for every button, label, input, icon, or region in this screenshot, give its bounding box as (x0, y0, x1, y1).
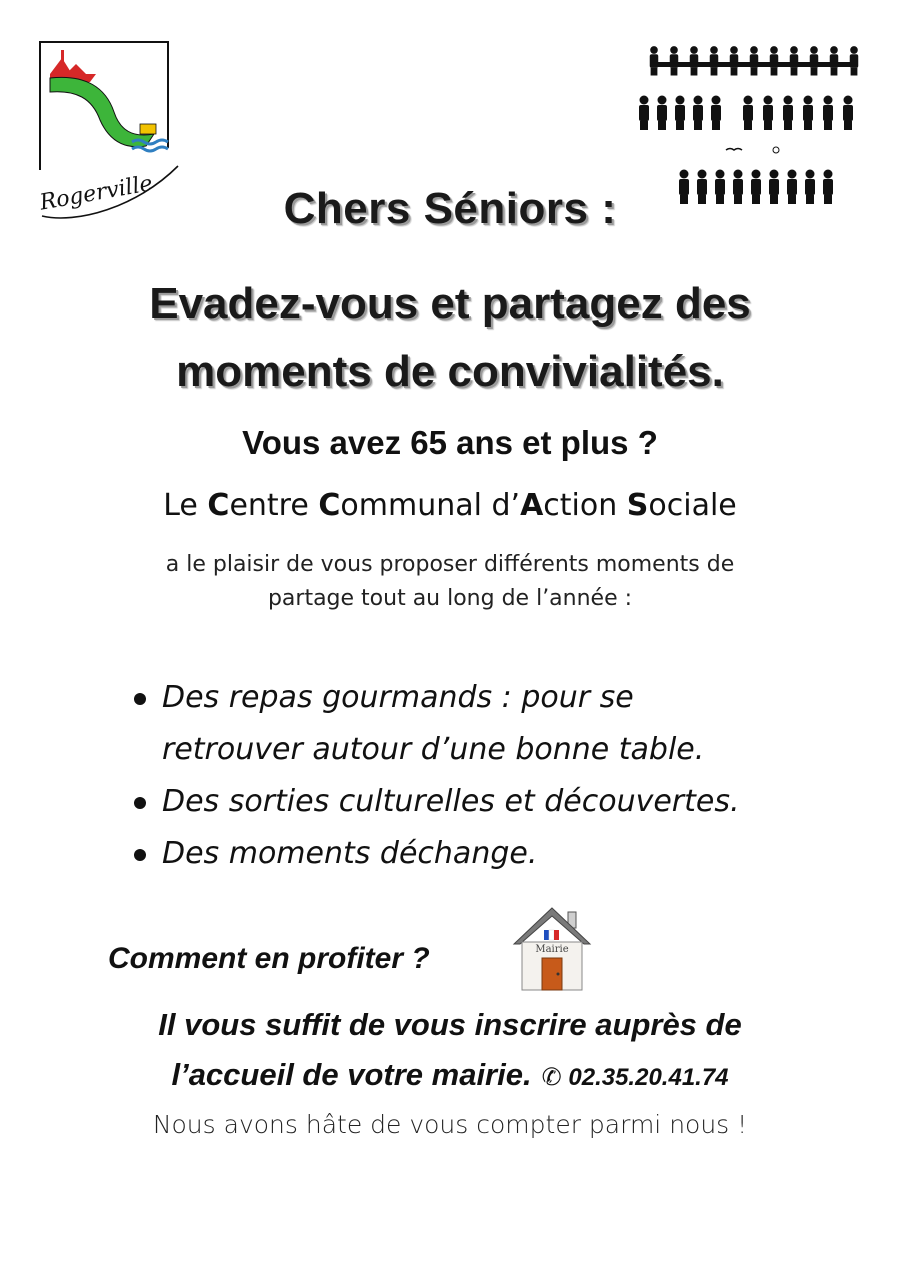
logo-text: Rogerville (37, 171, 155, 216)
mairie-house (512, 906, 592, 992)
list-item: Des sorties culturelles et découvertes. (132, 776, 812, 828)
mairie-house-icon (512, 906, 592, 992)
age-question: Vous avez 65 ans et plus ? (242, 424, 658, 461)
page-title: Chers Séniors : (283, 184, 617, 233)
phone-number[interactable]: 02.35.20.41.74 (568, 1064, 729, 1091)
closing-message: Nous avons hâte de vous compter parmi nous ! (152, 1110, 748, 1139)
headline (0, 270, 900, 406)
list-item: Des repas gourmands : pour se (132, 672, 812, 724)
registration-info (0, 1000, 900, 1103)
headline-line-1: Evadez-vous et partagez des (149, 279, 751, 328)
mairie-label: Mairie (535, 944, 569, 955)
list-item-continuation: retrouver autour d’une bonne table. (162, 732, 705, 767)
bullet-icon (134, 693, 146, 705)
list-item: Des moments déchange. (132, 828, 812, 880)
registration-line-1: Il vous suffit de vous inscrire auprès de (158, 1007, 742, 1042)
activities-list (132, 672, 812, 880)
intro-line-2: partage tout au long de l’année : (267, 586, 633, 611)
how-to-heading: Comment en profiter ? (108, 942, 430, 975)
bullet-icon (134, 849, 146, 861)
phone-icon: ✆ (541, 1064, 569, 1091)
ccas-name: Le Centre Communal d’Action Sociale (163, 488, 737, 523)
registration-line-2: l’accueil de votre mairie. ✆ 02.35.20.41.74 (171, 1057, 729, 1092)
headline-line-2: moments de convivialités. (176, 347, 724, 396)
bullet-icon (134, 797, 146, 809)
intro-line-1: a le plaisir de vous proposer différents moments de (165, 552, 735, 577)
intro-text (110, 548, 790, 616)
